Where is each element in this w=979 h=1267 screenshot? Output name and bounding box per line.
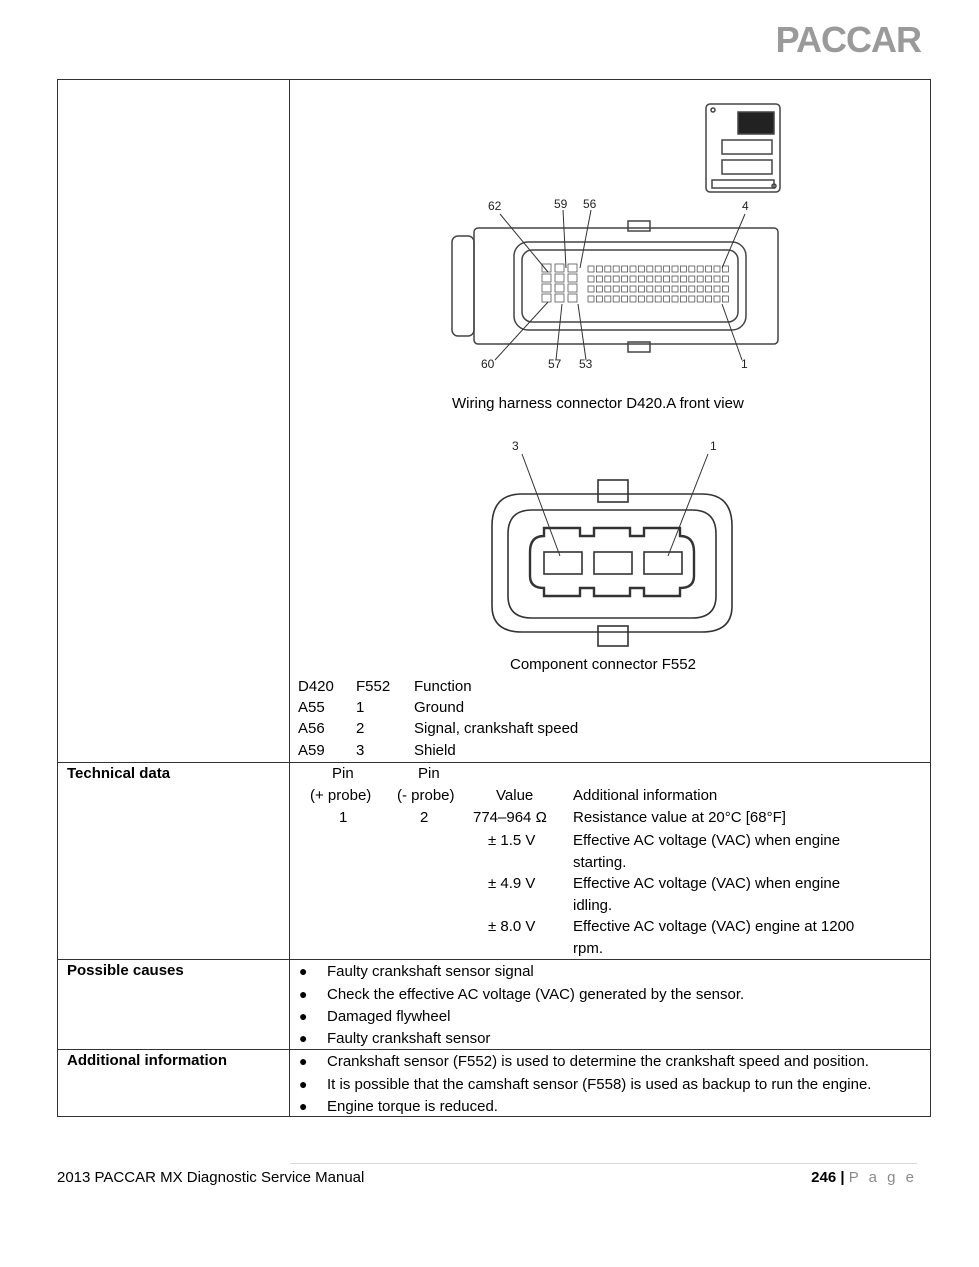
connector-pin [722,296,728,302]
tech-pin-minus: 2 [420,809,429,826]
connector-pin [706,286,712,292]
connector-pin [664,286,670,292]
connector-pin [605,296,611,302]
pin-label-62: 62 [488,199,502,213]
connector-pin [605,266,611,272]
connector-pin-large [555,264,564,272]
connector-pin [613,266,619,272]
pinout-cell: 3 [356,742,365,759]
connector-pin [613,296,619,302]
technical-data-label: Technical data [67,765,171,782]
connector-pin-large [555,284,564,292]
connector-pin [630,266,636,272]
tech-value: ± 8.0 V [488,918,536,935]
connector-pin [605,276,611,282]
col-info: Additional information [573,787,718,804]
connector-pin [647,276,653,282]
connector-pin-large [542,274,551,282]
connector-pin [680,266,686,272]
additional-information-label: Additional information [67,1052,227,1069]
connector-pin [697,266,703,272]
connector-pin [714,276,720,282]
connector-pin [588,276,594,282]
pinout-cell: 2 [356,720,365,737]
pin-label-57: 57 [548,357,562,371]
tech-info: Effective AC voltage (VAC) when engine [573,832,841,849]
connector-pin [664,276,670,282]
connector-pin [672,296,678,302]
connector-pin [588,286,594,292]
footer-page-number [811,1169,917,1186]
pinout-cell: A56 [298,720,325,737]
connector-pin [630,286,636,292]
d420-pin-labels [481,197,749,371]
f552-connector-diagram [482,436,742,656]
d420-connector-diagram [438,98,798,378]
tech-value: ± 1.5 V [488,832,536,849]
connector-pin [722,266,728,272]
connector-pin-large [568,264,577,272]
page-word: P a g e [848,1169,917,1186]
tech-info: starting. [573,854,627,871]
connector-pin [630,276,636,282]
connector-pin [714,296,720,302]
page-number: 246 [811,1169,837,1186]
tech-value: 774–964 Ω [473,809,547,826]
tech-info: Effective AC voltage (VAC) engine at 1200 [573,918,855,935]
pin-label-4: 4 [742,199,749,213]
connector-pin [638,286,644,292]
connector-pin [689,296,695,302]
connector-pin [588,296,594,302]
pin-label-1: 1 [741,357,748,371]
pinout-cell: Shield [414,742,456,759]
page-separator: | [840,1169,845,1186]
connector-pin [647,266,653,272]
diagnostic-table: 62 59 56 4 60 57 53 1 Wiring harness connector D420.A front view 3 1 Component connector F552 D420 F552 Function A55 1 Ground A56 2 Signal, crankshaft speed A59 3 Shield Technical data Pin (+ probe) Pin (- probe) Value Additional information 1 2 774–964 Ω Resistance value at 20°C [68°F] ± 1.5 V Effective AC voltage (VAC) when engine starting. ± 4.9 V Effective AC voltage (VAC) when engine idling. ± 8.0 V Effective AC voltage (VAC) engine at 1200 rpm. Possible causes ● Faulty crankshaft sensor signal ● Check the effective AC voltage (VAC) generated by the sensor. ● Damaged flywheel ● Faulty crankshaft sensor Additional information ● Crankshaft sensor (F552) is used to determine the crankshaft speed and position. ● It is possible that the camshaft sensor (F558) is used as backup to run the engine. ● Engine torque is reduced. [57,79,931,1117]
d420-caption: Wiring harness connector D420.A front view [452,395,744,412]
tech-info: Resistance value at 20°C [68°F] [573,809,786,826]
connector-pin [680,276,686,282]
connector-pin [697,286,703,292]
paccar-logo [763,18,923,60]
tech-info: Effective AC voltage (VAC) when engine [573,875,841,892]
connector-pin [689,266,695,272]
pinout-cell: A55 [298,699,325,716]
connector-pin [613,286,619,292]
logo-text: PACCAR [775,19,921,60]
col-pin-minus-line1: Pin [418,765,440,782]
col-pin-minus-line2: (- probe) [397,787,455,804]
connector-pin-large [568,274,577,282]
connector-pin [622,276,628,282]
f552-connector-body [492,480,732,646]
connector-pin [672,266,678,272]
f552-caption: Component connector F552 [510,656,696,673]
connector-pin [697,296,703,302]
pinout-cell: Signal, crankshaft speed [414,720,579,737]
connector-pin [605,286,611,292]
connector-pin [664,296,670,302]
tech-value: ± 4.9 V [488,875,536,892]
connector-pin [596,266,602,272]
connector-pin [622,286,628,292]
pinout-cell: A59 [298,742,325,759]
connector-pin [672,286,678,292]
connector-pin [706,296,712,302]
connector-pin [622,266,628,272]
d420-connector-body [452,221,778,352]
connector-pin [714,266,720,272]
connector-pin [638,276,644,282]
col-pin-plus-line2: (+ probe) [310,787,372,804]
connector-pin [596,296,602,302]
connector-pin-large [555,274,564,282]
f552-leader-lines [522,454,708,556]
connector-pin [647,286,653,292]
connector-pin [680,296,686,302]
connector-pin-large [542,294,551,302]
col-value: Value [496,787,534,804]
connector-pin [706,276,712,282]
connector-pin [722,286,728,292]
d420-pin-grid [542,264,728,302]
connector-pin [638,296,644,302]
connector-pin [672,276,678,282]
connector-pin [613,276,619,282]
connector-pin [655,266,661,272]
connector-pin [588,266,594,272]
connector-pin [655,296,661,302]
connector-pin [664,266,670,272]
pinout-header-d420: D420 [298,678,334,695]
pin-label-60: 60 [481,357,495,371]
connector-pin [689,276,695,282]
possible-causes-label: Possible causes [67,962,184,979]
pin-label-53: 53 [579,357,593,371]
connector-pin [596,286,602,292]
connector-pin-large [568,284,577,292]
connector-pin-large [542,284,551,292]
connector-pin [655,276,661,282]
ecu-icon [706,104,780,192]
pinout-cell: 1 [356,699,365,716]
f552-pin-label-1: 1 [710,439,717,453]
pin-label-59: 59 [554,197,568,211]
d420-leader-lines [495,210,745,360]
connector-pin [714,286,720,292]
f552-pin-labels [512,439,717,453]
connector-pin [706,266,712,272]
pinout-header-function: Function [414,678,472,695]
pinout-cell: Ground [414,699,465,716]
connector-pin [680,286,686,292]
pin-label-56: 56 [583,197,597,211]
tech-info: idling. [573,897,613,914]
connector-pin [622,296,628,302]
connector-pin [596,276,602,282]
tech-info: rpm. [573,940,603,957]
connector-pin [697,276,703,282]
connector-pin [638,266,644,272]
connector-pin [647,296,653,302]
connector-pin-large [568,294,577,302]
connector-pin [630,296,636,302]
connector-pin [689,286,695,292]
connector-pin [722,276,728,282]
connector-pin [655,286,661,292]
footer-manual-title: 2013 PACCAR MX Diagnostic Service Manual [57,1169,365,1186]
f552-pin-label-3: 3 [512,439,519,453]
tech-pin-plus: 1 [339,809,348,826]
col-pin-plus-line1: Pin [332,765,354,782]
pinout-header-f552: F552 [356,678,391,695]
connector-pin-large [555,294,564,302]
